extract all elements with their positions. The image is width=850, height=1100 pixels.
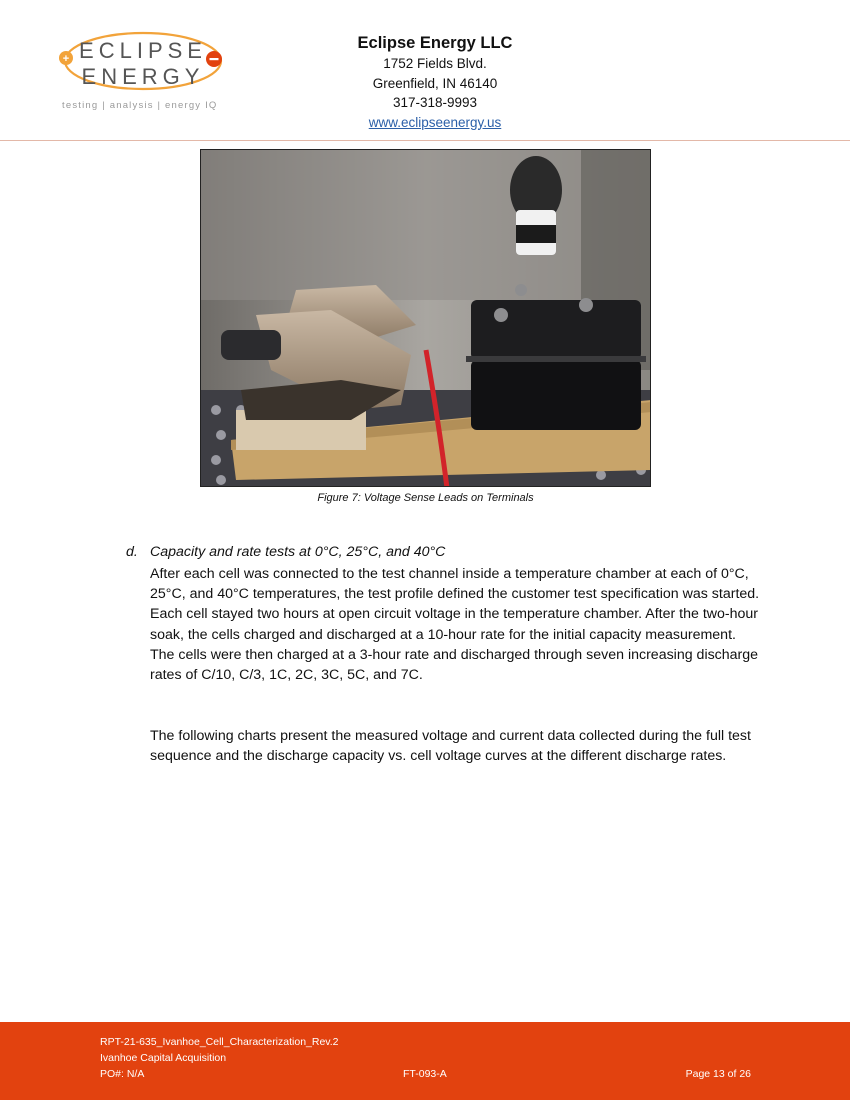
company-address: 1752 Fields Blvd. [383, 56, 487, 71]
body-paragraph-1: After each cell was connected to the test channel inside a temperature chamber at each of 0°C, 25°C, and 40°C temperatures, the test profile defined the customer test specification was started. Each cell stayed two hours at open circuit voltage in the temperature chamber. After the two-hour soak, the cells charged and discharged at a 10-hour rate for the initial capacity measurement. The cells were then charged at a 3-hour rate and discharged through seven increasing discharge rates of C/10, C/3, 1C, 2C, 3C, 5C, and 7C. [150, 566, 760, 684]
figure-caption: Figure 7: Voltage Sense Leads on Terminals [317, 492, 534, 504]
logo-tagline: testing | analysis | energy IQ [62, 100, 218, 111]
section-title: Capacity and rate tests at 0°C, 25°C, and 40°C [150, 544, 446, 560]
footer-po-number: PO#: N/A [100, 1068, 145, 1080]
body-paragraph-2: The following charts present the measured voltage and current data collected during the full test sequence and the discharge capacity vs. cell voltage curves at the different discharge rates. [150, 728, 751, 765]
company-phone: 317-318-9993 [392, 95, 478, 110]
section-heading [126, 544, 445, 560]
page-footer [0, 1022, 850, 1100]
figure-photo [200, 149, 651, 487]
company-city: Greenfield, IN 46140 [372, 75, 498, 91]
voltage-sense-photo [201, 150, 651, 487]
company-website-link[interactable]: www.eclipseenergy.us [368, 114, 502, 130]
footer-form-id: FT-093-A [403, 1068, 447, 1080]
logo-word-energy: ENERGY [81, 64, 205, 89]
footer-page-number: Page 13 of 26 [685, 1068, 751, 1080]
footer-report-id: RPT-21-635_Ivanhoe_Cell_Characterization_Rev.2 [100, 1036, 339, 1048]
company-info [330, 32, 540, 132]
footer-client: Ivanhoe Capital Acquisition [100, 1052, 227, 1064]
logo-word-eclipse: ECLIPSE [79, 38, 207, 63]
section-letter: d. [126, 544, 138, 560]
header-divider [0, 140, 850, 141]
company-name: Eclipse Energy LLC [357, 34, 513, 52]
svg-text:+: + [62, 53, 70, 65]
company-logo [58, 28, 238, 118]
